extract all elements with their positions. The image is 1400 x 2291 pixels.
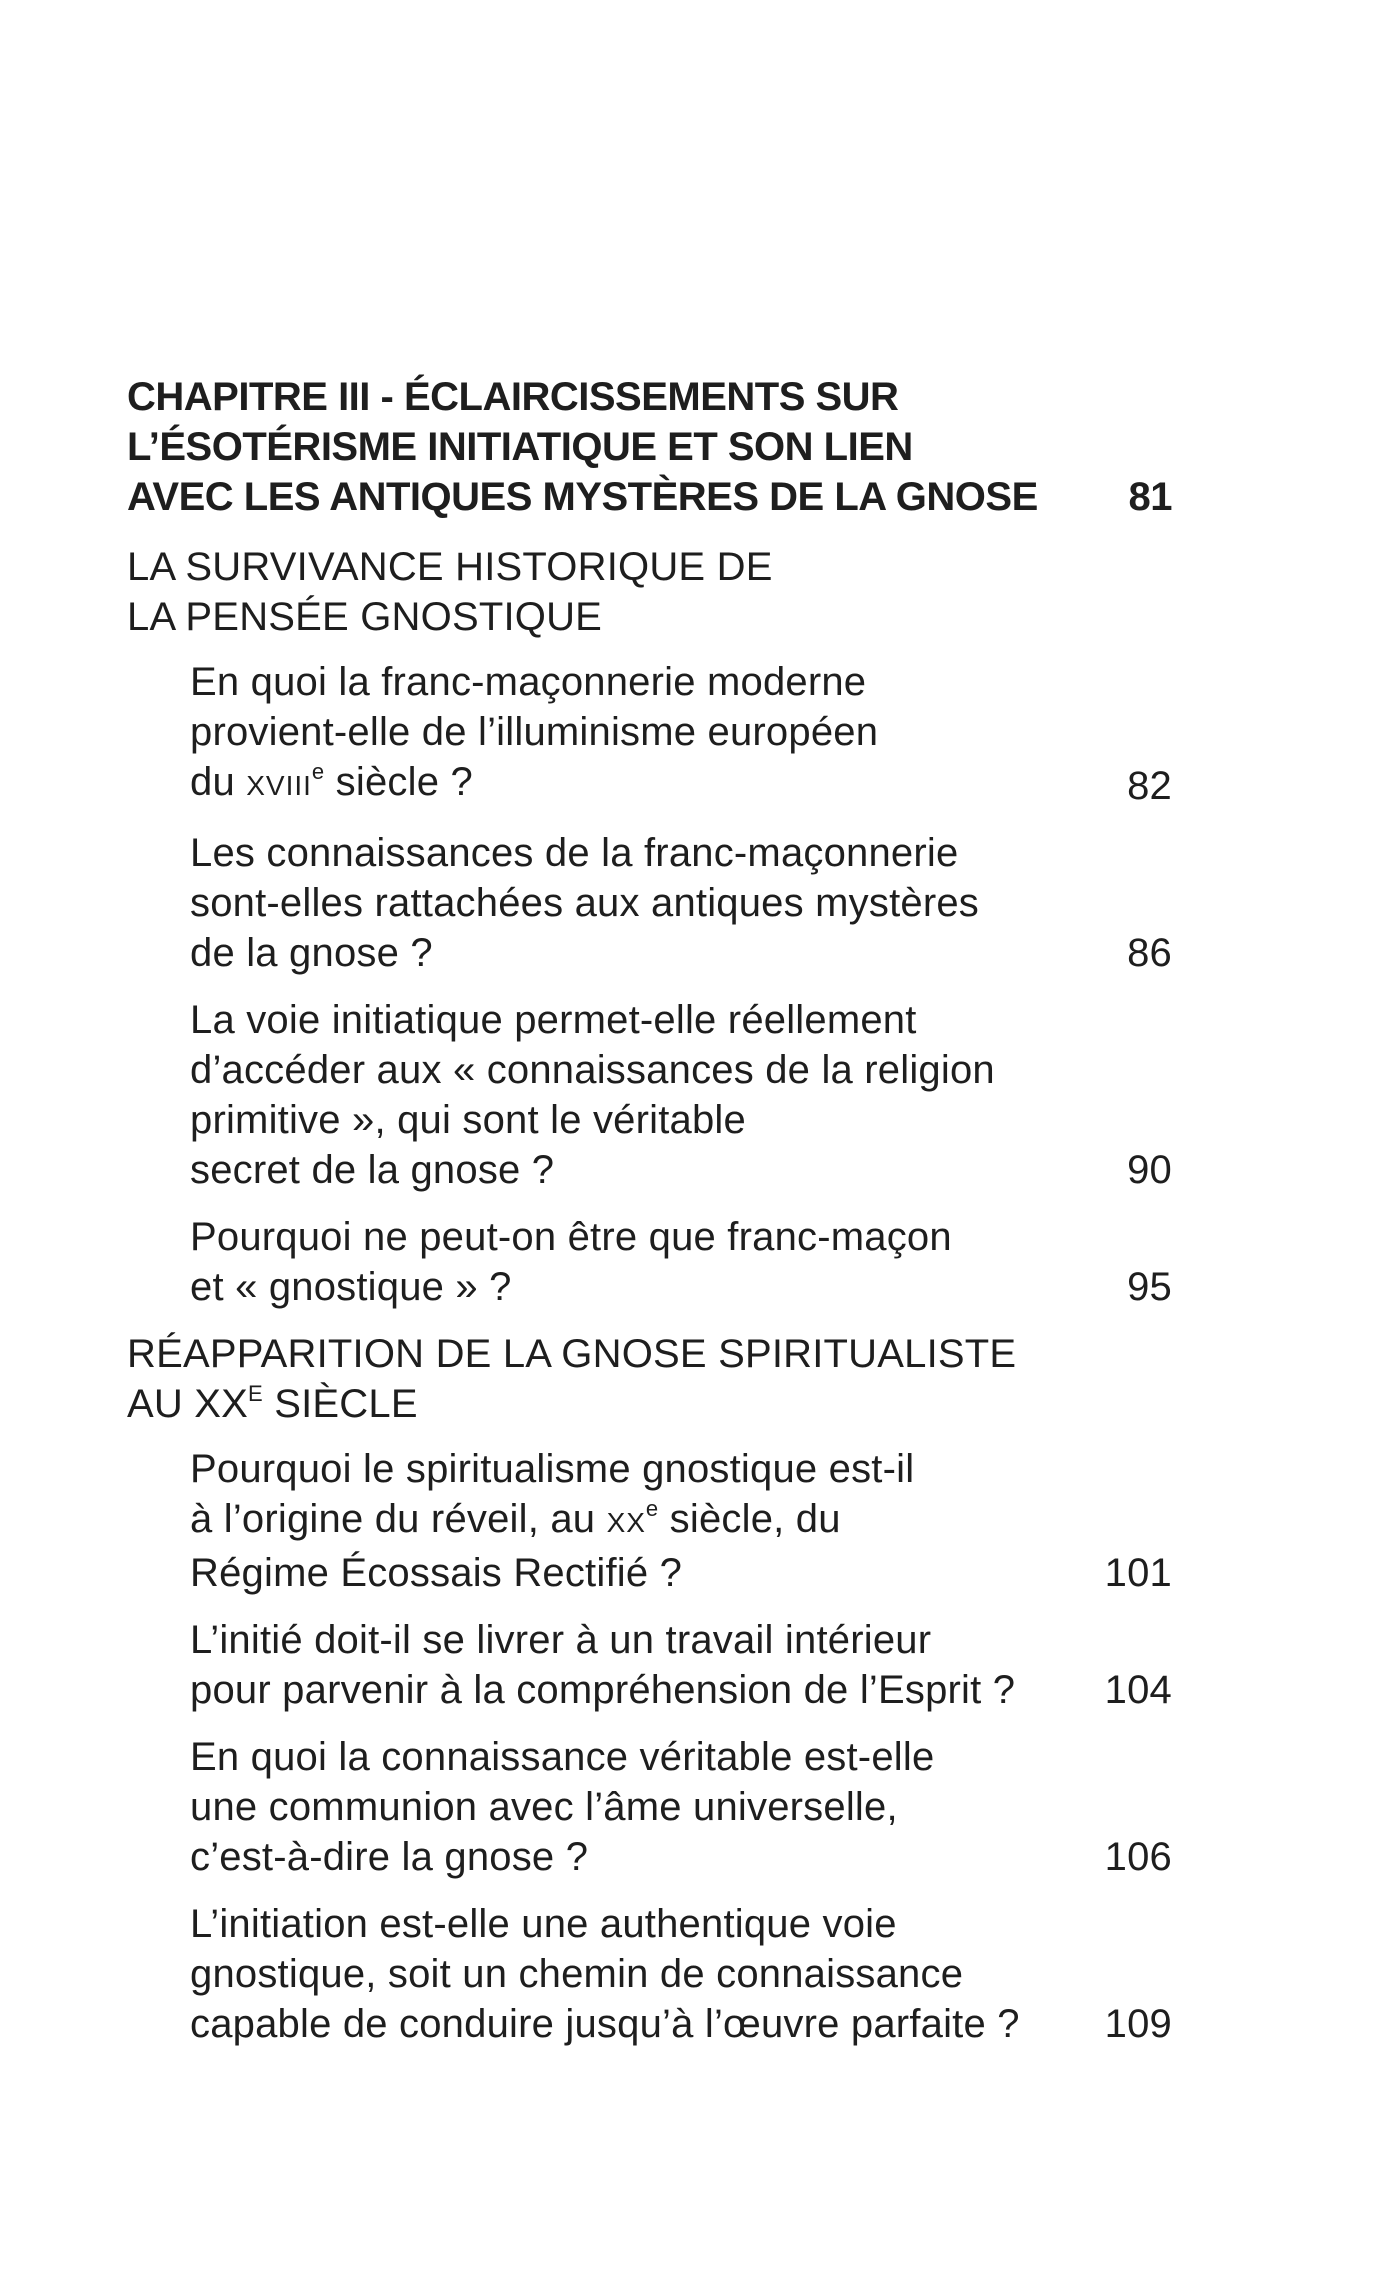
section-title-line: RÉAPPARITION DE LA GNOSE SPIRITUALISTE <box>127 1332 1017 1376</box>
toc-entry[interactable] <box>190 995 1172 1195</box>
entry-line: L’initié doit-il se livrer à un travail intérieur <box>190 1618 932 1662</box>
ordinal-superscript: e <box>645 1496 659 1521</box>
entry-page-number: 82 <box>1127 764 1172 808</box>
entry-line: une communion avec l’âme universelle, <box>190 1785 898 1829</box>
entry-line: pour parvenir à la compréhension de l’Esprit ? <box>190 1668 1016 1712</box>
entry-line: de la gnose ? <box>190 931 433 975</box>
section-heading <box>127 542 1172 642</box>
entry-line: En quoi la franc-maçonnerie moderne <box>190 660 867 704</box>
entry-page-number: 101 <box>1104 1551 1172 1595</box>
toc-entry[interactable] <box>190 1899 1172 2049</box>
entry-line: capable de conduire jusqu’à l’œuvre parfaite ? <box>190 2002 1020 2046</box>
entry-page-number: 109 <box>1104 2002 1172 2046</box>
ordinal-superscript: e <box>311 759 325 784</box>
entry-line: primitive », qui sont le véritable <box>190 1098 746 1142</box>
entry-line: La voie initiatique permet-elle réellement <box>190 998 917 1042</box>
entry-line: Pourquoi le spiritualisme gnostique est-il <box>190 1447 915 1491</box>
entry-line: c’est-à-dire la gnose ? <box>190 1835 589 1879</box>
chapter-title-line: AVEC LES ANTIQUES MYSTÈRES DE LA GNOSE <box>127 475 1038 519</box>
chapter-page-number: 81 <box>1128 475 1172 519</box>
chapter-title-line: CHAPITRE III - ÉCLAIRCISSEMENTS SUR <box>127 375 899 419</box>
entry-line: et « gnostique » ? <box>190 1265 512 1309</box>
section-title-line: LA SURVIVANCE HISTORIQUE DE <box>127 545 773 589</box>
entry-line: En quoi la connaissance véritable est-elle <box>190 1735 935 1779</box>
entry-line: sont-elles rattachées aux antiques mystères <box>190 881 979 925</box>
chapter-title-line: L’ÉSOTÉRISME INITIATIQUE ET SON LIEN <box>127 425 913 469</box>
century-numeral: XX <box>606 1507 646 1538</box>
section-heading <box>127 1329 1172 1429</box>
entry-page-number: 86 <box>1127 931 1172 975</box>
section-title-line: LA PENSÉE GNOSTIQUE <box>127 595 603 639</box>
entry-line: L’initiation est-elle une authentique voie <box>190 1902 897 1946</box>
entry-line: d’accéder aux « connaissances de la religion <box>190 1048 995 1092</box>
entry-line: Pourquoi ne peut-on être que franc-maçon <box>190 1215 952 1259</box>
table-of-contents <box>127 372 1172 2066</box>
ordinal-superscript: E <box>248 1381 263 1406</box>
toc-entry[interactable] <box>190 1444 1172 1598</box>
toc-entry[interactable] <box>190 828 1172 978</box>
entry-line: gnostique, soit un chemin de connaissance <box>190 1952 964 1996</box>
chapter-heading <box>127 372 1172 522</box>
entry-line: à l’origine du réveil, au XXe siècle, du <box>190 1496 841 1541</box>
entry-page-number: 106 <box>1104 1835 1172 1879</box>
section-title-line: AU $XX^E$ SIÈCLE <box>127 1381 418 1426</box>
entry-page-number: 95 <box>1127 1265 1172 1309</box>
toc-entry[interactable] <box>190 1615 1172 1715</box>
entry-line: provient-elle de l’illuminisme européen <box>190 710 879 754</box>
toc-entry[interactable] <box>190 1732 1172 1882</box>
entry-line: Régime Écossais Rectifié ? <box>190 1551 683 1595</box>
toc-entry[interactable] <box>190 657 1172 811</box>
century-numeral: XVIII <box>246 770 312 801</box>
toc-entry[interactable] <box>190 1212 1172 1312</box>
entry-line: secret de la gnose ? <box>190 1148 555 1192</box>
entry-line: Les connaissances de la franc-maçonnerie <box>190 831 959 875</box>
entry-line: du XVIIIe siècle ? <box>190 759 473 804</box>
entry-page-number: 90 <box>1127 1148 1172 1192</box>
entry-page-number: 104 <box>1104 1668 1172 1712</box>
